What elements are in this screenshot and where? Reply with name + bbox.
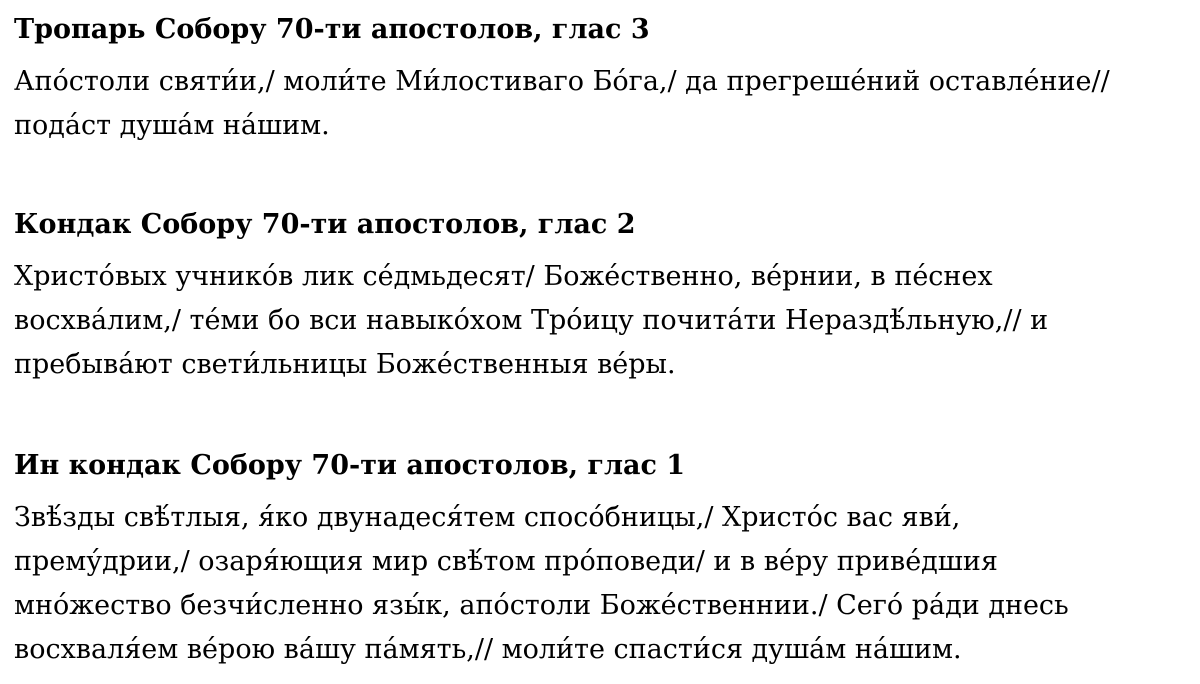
text-line: прему́дрии,/ озаря́ющия мир свѣ́том про́поведи/ и в ве́ру приве́дшия: [14, 546, 998, 577]
section-troparion: [14, 12, 1110, 148]
text-line: Апо́столи святи́и,/ моли́те Ми́лостиваго Бо́га,/ да прегреше́ний оставле́ние//: [14, 66, 1110, 97]
section-body: [14, 496, 1069, 672]
text-line: восхваля́ем ве́рою ва́шу па́мять,// моли́те спасти́ся душа́м на́шим.: [14, 634, 962, 665]
text-line: Христо́вых учнико́в лик се́дмьдесят/ Боже́ственно, ве́рнии, в пе́снех: [14, 261, 993, 292]
section-body: [14, 255, 1048, 387]
text-line: пода́ст душа́м на́шим.: [14, 110, 330, 141]
text-line: мно́жество безчи́сленно язы́к, апо́столи Боже́ственнии./ Сего́ ра́ди днесь: [14, 590, 1069, 621]
section-title: Ин кондак Собору 70-ти апостолов, глас 1: [14, 450, 686, 481]
section-kontakion: [14, 207, 1048, 387]
section-title: Кондак Собору 70-ти апостолов, глас 2: [14, 209, 636, 240]
section-title: Тропарь Собору 70-ти апостолов, глас 3: [14, 14, 650, 45]
text-line: пребыва́ют свети́льницы Боже́ственныя ве́ры.: [14, 349, 676, 380]
text-line: Звѣ́зды свѣ́тлыя, я́ко двунадеся́тем спосо́бницы,/ Христо́с вас яви́,: [14, 502, 961, 533]
section-other-kontakion: [14, 448, 1069, 672]
text-line: восхва́лим,/ те́ми бо вси навыко́хом Тро́ицу почита́ти Нераздѣ́льную,// и: [14, 305, 1049, 336]
section-body: [14, 60, 1110, 148]
